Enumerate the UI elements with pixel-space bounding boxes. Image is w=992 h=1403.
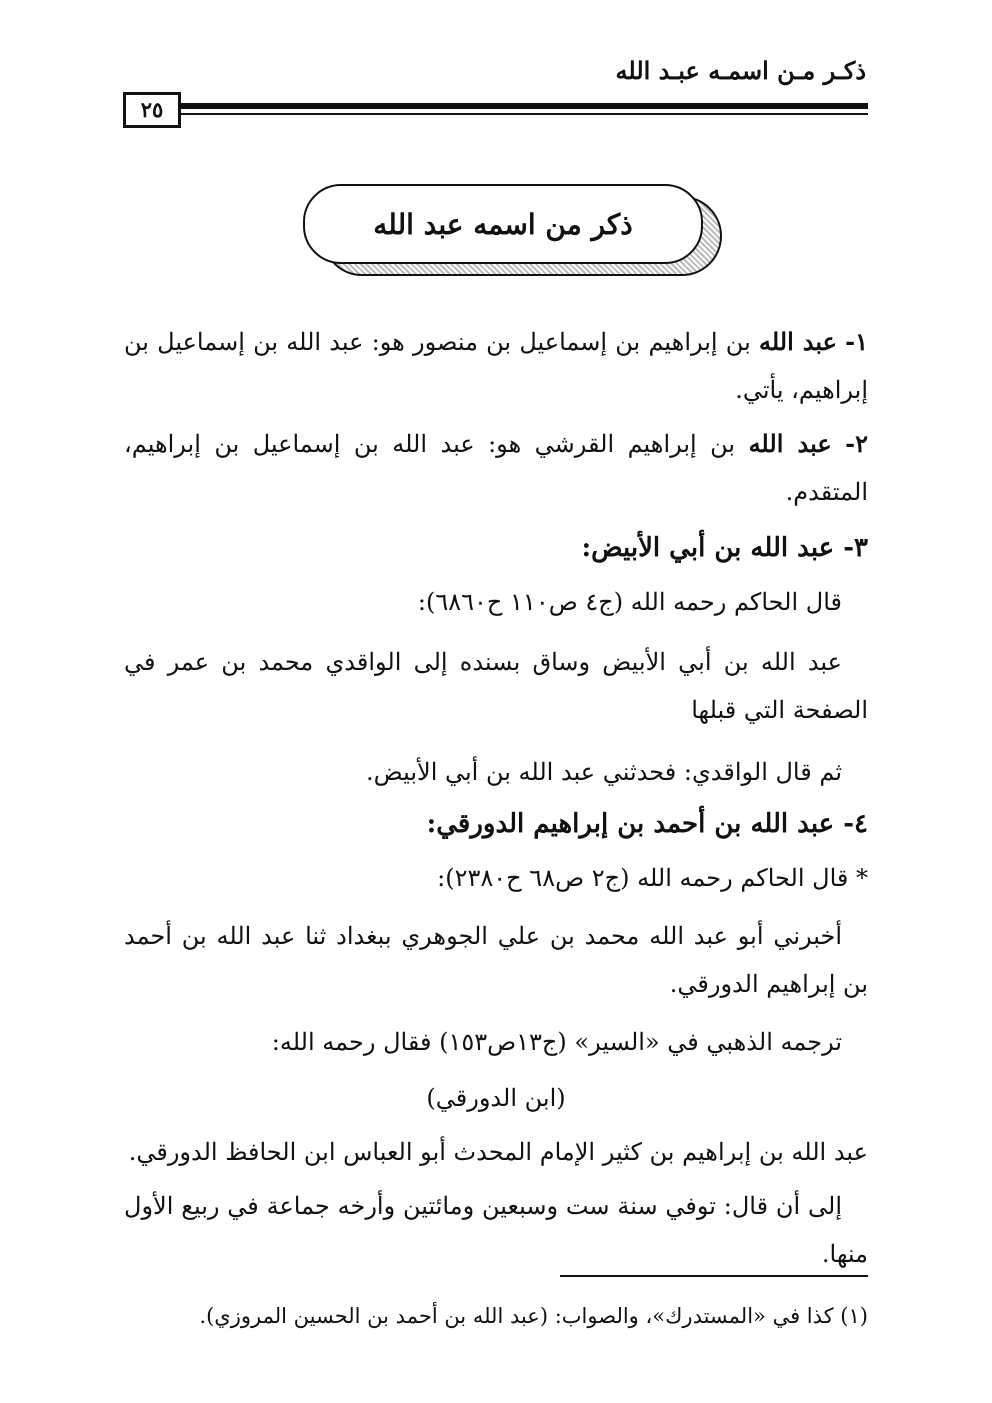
- entry-2-number: ٢-: [845, 429, 868, 458]
- header-rule-thick: [181, 103, 868, 109]
- entry-2-text: بن إبراهيم القرشي هو: عبد الله بن إسماعيل بن إبراهيم، المتقدم.: [124, 430, 868, 506]
- entry-4-text-3: عبد الله بن إبراهيم بن كثير الإمام المحدث أبو العباس ابن الحافظ الدورقي.: [128, 1138, 868, 1166]
- entry-1-number: ١-: [845, 327, 868, 356]
- entry-4-heading: ٤- عبد الله بن أحمد بن إبراهيم الدورقي:: [426, 809, 868, 839]
- entry-4-text-2: ترجمه الذهبي في «السير» (ج١٣ص١٥٣) فقال رحمه الله:: [271, 1028, 842, 1056]
- page-number: ٢٥: [123, 92, 181, 128]
- chapter-title-frame: [303, 184, 703, 264]
- entry-3-source: قال الحاكم رحمه الله (ج٤ ص١١٠ ح٦٨٦٠):: [417, 588, 842, 616]
- running-title: ذكـر مـن اسمـه عبـد الله: [615, 56, 866, 85]
- entry-1-text: بن إبراهيم بن إسماعيل بن منصور هو: عبد الله بن إسماعيل بن إبراهيم، يأتي.: [124, 328, 868, 404]
- footnote-rule: [560, 1275, 868, 1277]
- entry-1: [124, 318, 868, 414]
- entry-4-text-4: إلى أن قال: توفي سنة ست وسبعين ومائتين وأرخه جماعة في ربيع الأول منها.: [124, 1192, 868, 1268]
- entry-2: [124, 420, 868, 516]
- entry-4-source: * قال الحاكم رحمه الله (ج٢ ص٦٨ ح٢٣٨٠):: [437, 864, 868, 892]
- entry-4-text-1: أخبرني أبو عبد الله محمد بن علي الجوهري ببغداد ثنا عبد الله بن أحمد بن إبراهيم الدورقي.: [124, 922, 868, 998]
- entry-4-subtitle: (ابن الدورقي): [426, 1084, 566, 1112]
- entry-3-text-2: ثم قال الواقدي: فحدثني عبد الله بن أبي الأبيض.: [366, 758, 842, 786]
- entry-2-name: عبد الله: [748, 429, 832, 458]
- header-rule-thin: [181, 113, 868, 115]
- entry-3-text-1: عبد الله بن أبي الأبيض وساق بسنده إلى الواقدي محمد بن عمر في الصفحة التي قبلها: [124, 648, 868, 724]
- entry-3-heading: ٣- عبد الله بن أبي الأبيض:: [581, 533, 868, 563]
- chapter-title: ذكر من اسمه عبد الله: [373, 207, 633, 241]
- entry-1-name: عبد الله: [758, 327, 837, 356]
- footnote: (١) كذا في «المستدرك»، والصواب: (عبد الله بن أحمد بن الحسين المروزي).: [199, 1304, 868, 1328]
